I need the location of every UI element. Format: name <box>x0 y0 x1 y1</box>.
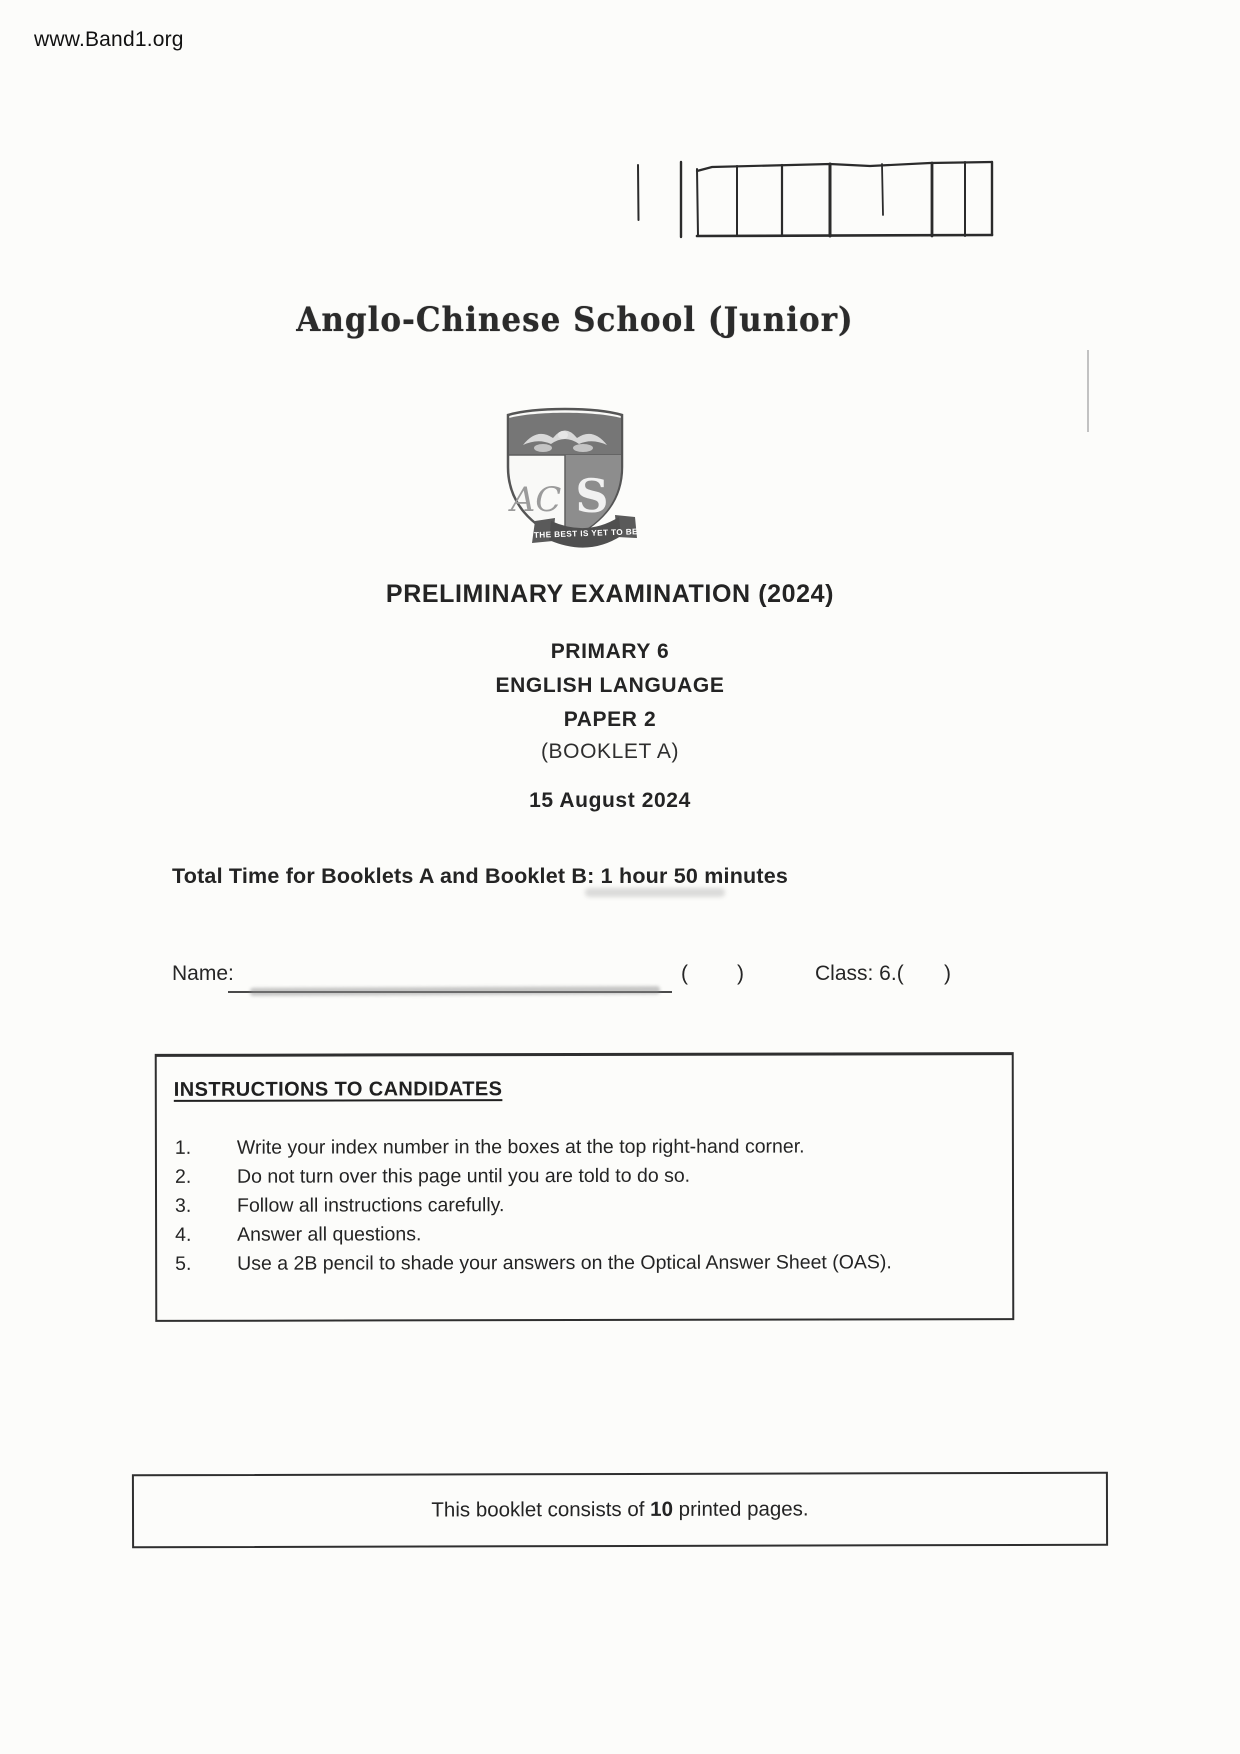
page-count-value: 10 <box>650 1497 673 1521</box>
index-paren-close: ) <box>737 962 744 985</box>
instruction-number: 5. <box>175 1252 192 1275</box>
total-time-line: Total Time for Booklets A and Booklet B: 1 hour 50 minutes <box>172 864 789 888</box>
school-crest <box>495 405 645 565</box>
exam-date: 15 August 2024 <box>529 789 691 812</box>
instructions-heading: INSTRUCTIONS TO CANDIDATES <box>173 1078 503 1101</box>
instruction-text: Write your index number in the boxes at the top right-hand corner. <box>236 1135 805 1159</box>
class-label: Class: 6.( <box>815 962 904 985</box>
page-count-suffix: printed pages. <box>672 1497 809 1521</box>
instruction-text: Answer all questions. <box>237 1223 422 1246</box>
scan-artifact-line <box>1087 350 1089 432</box>
name-label: Name: <box>172 962 234 985</box>
crest-initial-s: S <box>575 469 609 523</box>
instruction-number: 2. <box>174 1165 192 1188</box>
watermark-url: www.Band1.org <box>34 28 184 51</box>
scan-smudge <box>585 888 725 897</box>
instruction-item <box>157 1222 1012 1246</box>
index-number-boxes <box>600 145 1000 245</box>
instruction-item <box>157 1135 1012 1159</box>
instruction-item <box>157 1251 1012 1275</box>
subject-title: ENGLISH LANGUAGE <box>495 674 725 697</box>
page-count-prefix: This booklet consists of <box>431 1497 651 1522</box>
instruction-text: Follow all instructions carefully. <box>237 1194 505 1217</box>
class-paren-close: ) <box>944 962 951 985</box>
instruction-number: 3. <box>175 1194 192 1217</box>
instruction-item <box>157 1164 1012 1188</box>
instruction-item <box>157 1193 1012 1217</box>
booklet-title: (BOOKLET A) <box>540 740 680 763</box>
level-title: PRIMARY 6 <box>550 640 670 663</box>
school-name: Anglo-Chinese School (Junior) <box>296 300 854 340</box>
instruction-number: 4. <box>175 1223 192 1246</box>
page-count-box <box>132 1472 1108 1549</box>
instructions-box <box>155 1052 1015 1322</box>
instruction-text: Do not turn over this page until you are told to do so. <box>236 1164 691 1188</box>
instruction-number: 1. <box>174 1136 192 1159</box>
scan-smudge <box>250 986 660 996</box>
paper-title: PAPER 2 <box>563 708 657 731</box>
exam-title: PRELIMINARY EXAMINATION (2024) <box>385 580 835 608</box>
crest-initials-ac: AC <box>510 480 562 520</box>
motto-text: THE BEST IS YET TO BE <box>533 527 639 540</box>
instruction-text: Use a 2B pencil to shade your answers on the Optical Answer Sheet (OAS). <box>237 1251 892 1275</box>
index-paren-open: ( <box>681 962 688 985</box>
